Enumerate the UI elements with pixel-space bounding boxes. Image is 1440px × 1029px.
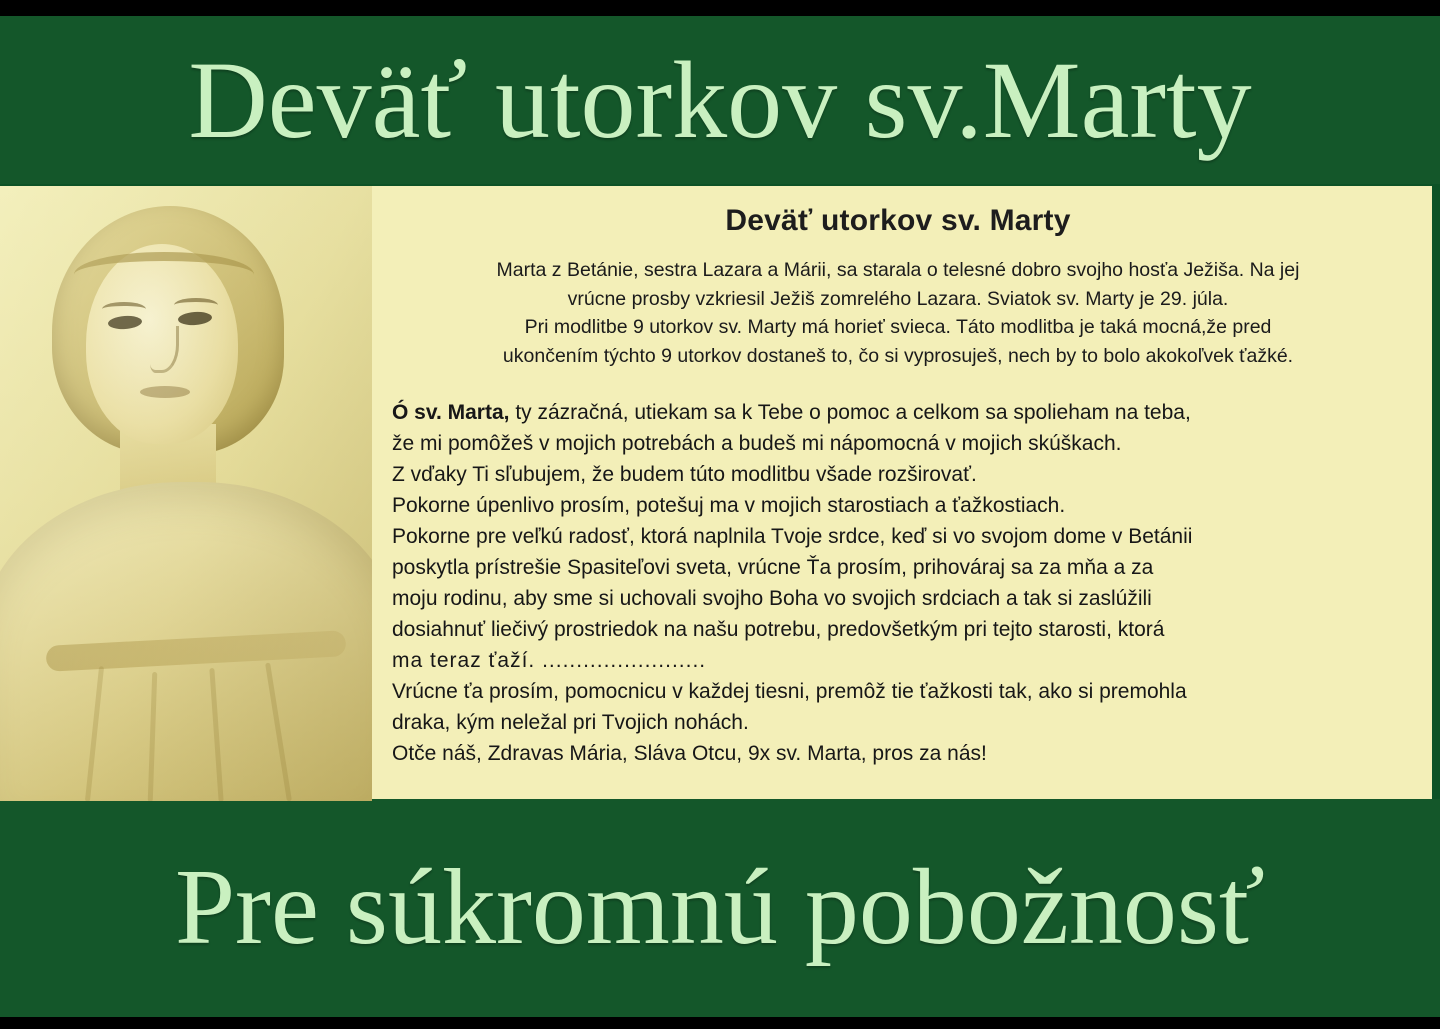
portrait-brow-left — [102, 302, 146, 316]
portrait-brow-right — [174, 298, 218, 312]
prayer-line: Vrúcne ťa prosím, pomocnicu v každej tiesni, premôž tie ťažkosti tak, ako si premohla — [392, 680, 1187, 704]
saint-martha-portrait — [0, 186, 372, 801]
intro-paragraph — [396, 256, 1400, 371]
prayer-line: ty zázračná, utiekam sa k Tebe o pomoc a celkom sa spolieham na teba, — [509, 400, 1191, 424]
prayer-line: Pokorne pre veľkú radosť, ktorá naplnila Tvoje srdce, keď si vo svojom dome v Betánii — [392, 524, 1193, 548]
prayer-line: Z vďaky Ti sľubujem, že budem túto modlitbu všade rozširovať. — [392, 462, 977, 486]
intro-line: ukončením týchto 9 utorkov dostaneš to, čo si vyprosuješ, nech by to bolo akokoľvek ťažké. — [502, 344, 1294, 367]
footer-banner — [0, 799, 1440, 1017]
prayer-invocation: Ó sv. Marta, — [392, 400, 510, 424]
prayer-line: dosiahnuť liečivý prostriedok na našu potrebu, predovšetkým pri tejto starosti, ktorá — [392, 618, 1165, 642]
prayer-line-closing: Otče náš, Zdravas Mária, Sláva Otcu, 9x sv. Marta, pros za nás! — [392, 742, 987, 766]
document-title: Deväť utorkov sv. Marty — [725, 204, 1071, 237]
prayer-line-intention: ma teraz ťaží. ........................ — [392, 649, 707, 673]
intro-line: Marta z Betánie, sestra Lazara a Márii, sa starala o telesné dobro svojho hosťa Ježiša. Na jej — [496, 259, 1300, 281]
prayer-line: poskytla prístrešie Spasiteľovi sveta, vrúcne Ťa prosím, prihováraj sa za mňa a za — [392, 556, 1154, 580]
prayer-line: moju rodinu, aby sme si uchovali svojho Boha vo svojich srdciach a tak si zaslúžili — [392, 587, 1152, 611]
bottom-black-border — [0, 1017, 1440, 1029]
prayer-line-first — [392, 397, 1404, 428]
footer-title: Pre súkromnú pobožnosť — [174, 848, 1266, 967]
portrait-mouth — [140, 386, 190, 398]
prayer-line: Pokorne úpenlivo prosím, potešuj ma v mojich starostiach a ťažkostiach. — [392, 493, 1066, 517]
prayer-text-column — [372, 186, 1432, 801]
intro-line: vrúcne prosby vzkriesil Ježiš zomrelého Lazara. Sviatok sv. Marty je 29. júla. — [567, 287, 1229, 310]
portrait-braid — [74, 252, 254, 297]
prayer-line: draka, kým neležal pri Tvojich nohách. — [392, 711, 749, 735]
header-banner — [0, 16, 1440, 184]
prayer-body — [392, 397, 1404, 770]
prayer-line: že mi pomôžeš v mojich potrebách a budeš mi nápomocná v mojich skúškach. — [392, 431, 1122, 455]
page-title: Deväť utorkov sv.Marty — [188, 39, 1252, 161]
top-black-border — [0, 0, 1440, 16]
intro-line: Pri modlitbe 9 utorkov sv. Marty má horieť svieca. Táto modlitba je taká mocná,že pred — [524, 316, 1272, 339]
prayer-card — [0, 186, 1432, 801]
